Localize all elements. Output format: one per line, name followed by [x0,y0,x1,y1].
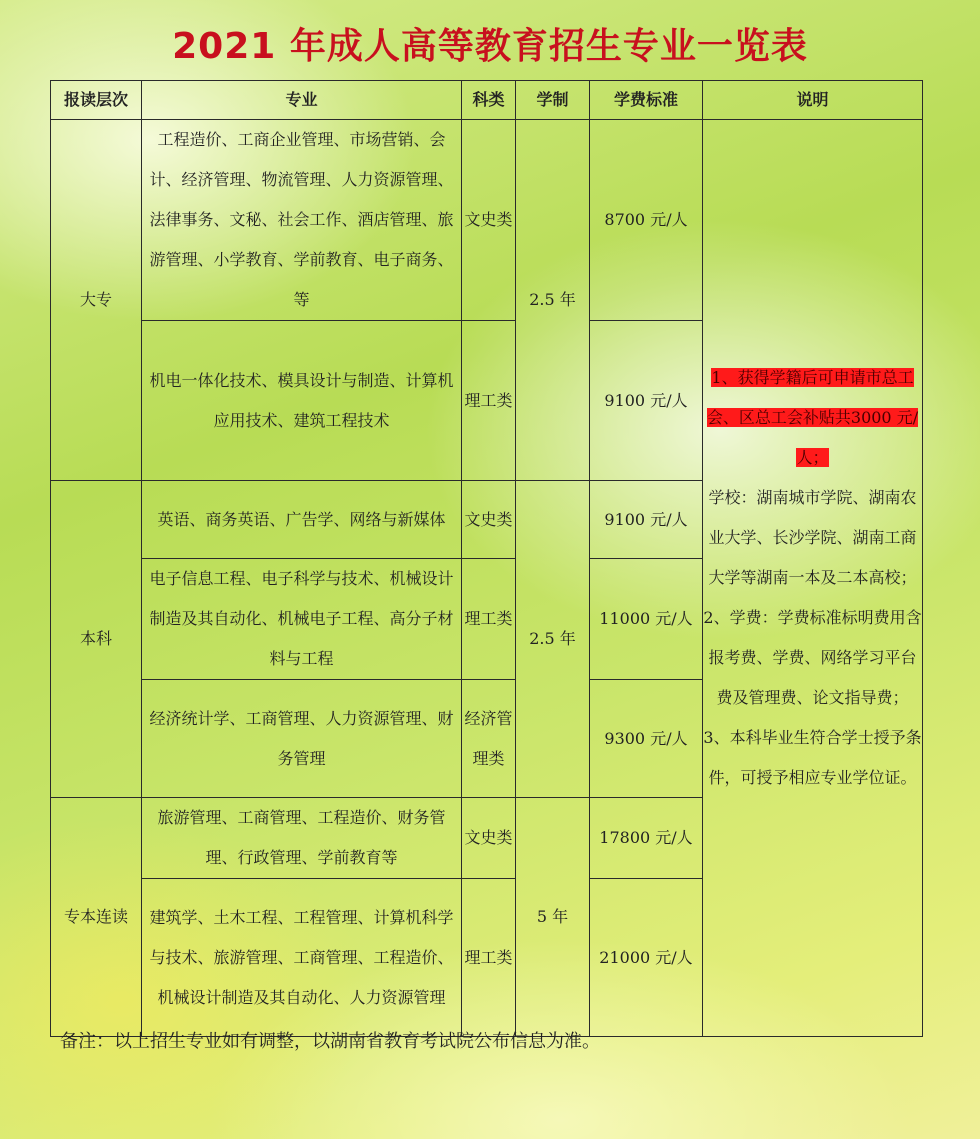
level-cell-zhuanben: 专本连读 [51,798,142,1037]
category-cell: 文史类 [462,798,516,879]
level-cell-benke: 本科 [51,481,142,798]
duration-cell-zhuanben: 5 年 [516,798,590,1037]
page-title: 2021 年成人高等教育招生专业一览表 [172,26,808,67]
category-cell: 理工类 [462,559,516,680]
major-cell: 英语、商务英语、广告学、网络与新媒体 [142,481,462,559]
major-cell: 经济统计学、工商管理、人力资源管理、财务管理 [142,680,462,798]
major-cell: 工程造价、工商企业管理、市场营销、会计、经济管理、物流管理、人力资源管理、法律事务、文秘、社会工作、酒店管理、旅游管理、小学教育、学前教育、电子商务、等 [142,120,462,321]
fee-cell: 9100 元/人 [590,321,703,481]
fee-cell: 17800 元/人 [590,798,703,879]
fee-cell: 9300 元/人 [590,680,703,798]
fee-cell: 21000 元/人 [590,879,703,1037]
note-degree: 3、本科毕业生符合学士授予条件，可授予相应专业学位证。 [703,728,922,787]
category-cell: 文史类 [462,481,516,559]
header-category: 科类 [462,81,516,120]
major-cell: 电子信息工程、电子科学与技术、机械设计制造及其自动化、机械电子工程、高分子材料与工程 [142,559,462,680]
major-cell: 机电一体化技术、模具设计与制造、计算机应用技术、建筑工程技术 [142,321,462,481]
duration-cell-dazhuan: 2.5 年 [516,120,590,481]
category-cell: 理工类 [462,879,516,1037]
header-major: 专业 [142,81,462,120]
level-cell-dazhuan: 大专 [51,120,142,481]
footnote-remark: 备注：以上招生专业如有调整，以湖南省教育考试院公布信息为准。 [60,1031,600,1052]
fee-cell: 11000 元/人 [590,559,703,680]
header-level: 报读层次 [51,81,142,120]
fee-cell: 8700 元/人 [590,120,703,321]
enrollment-table [50,80,923,1037]
table-header-row [51,81,923,120]
subsidy-highlight: 1、获得学籍后可申请市总工会、区总工会补贴共3000 元/人； [706,368,919,467]
fee-cell: 9100 元/人 [590,481,703,559]
note-schools: 学校：湖南城市学院、湖南农业大学、长沙学院、湖南工商大学等湖南一本及二本高校； [708,488,917,587]
header-duration: 学制 [516,81,590,120]
category-cell: 文史类 [462,120,516,321]
note-cell [703,120,923,1037]
duration-cell-benke: 2.5 年 [516,481,590,798]
note-fee: 2、学费：学费标准标明费用含报考费、学费、网络学习平台费及管理费、论文指导费； [703,608,922,707]
table-row [51,120,923,321]
header-fee: 学费标准 [590,81,703,120]
header-note: 说明 [703,81,923,120]
category-cell: 理工类 [462,321,516,481]
major-cell: 旅游管理、工商管理、工程造价、财务管理、行政管理、学前教育等 [142,798,462,879]
category-cell: 经济管理类 [462,680,516,798]
major-cell: 建筑学、土木工程、工程管理、计算机科学与技术、旅游管理、工商管理、工程造价、机械设计制造及其自动化、人力资源管理 [142,879,462,1037]
